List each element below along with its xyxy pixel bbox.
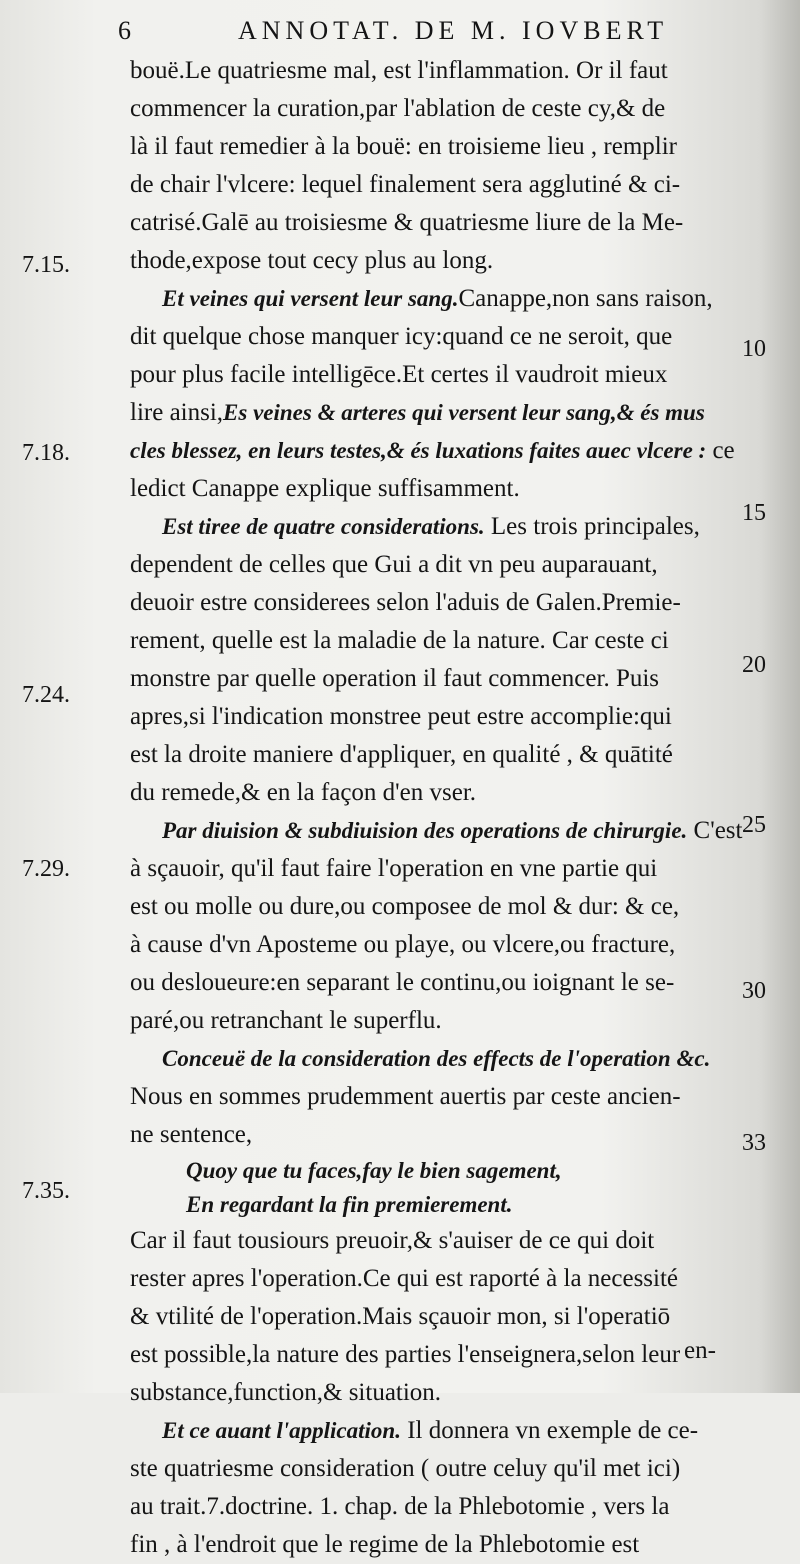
text-line: dit quelque chose manquer icy:quand ce ne seroit, que xyxy=(130,323,673,350)
text-line: de chair l'vlcere: lequel finalement sera agglutiné & ci- xyxy=(130,171,681,198)
text-line xyxy=(130,394,740,432)
text-line: ledict Canappe explique suffisamment. xyxy=(130,475,520,502)
text-line: substance,function,& situation. xyxy=(130,1379,442,1406)
text-line: ne sentence, xyxy=(130,1121,253,1148)
margin-reference: 7.18. xyxy=(22,440,70,466)
text-line xyxy=(130,1040,740,1078)
lemma-italic: Et ce auant l'application. xyxy=(162,1418,401,1443)
text-line: au trait.7.doctrine. 1. chap. de la Phlebotomie , vers la xyxy=(130,1493,670,1520)
lemma-italic: Par diuision & subdiuision des operations de chirurgie. xyxy=(162,818,688,843)
text-line: catrisé.Galē au troisiesme & quatriesme liure de la Me- xyxy=(130,209,684,236)
text-line: ou desloueure:en separant le continu,ou ioignant le se- xyxy=(130,969,675,996)
line-text: C'est xyxy=(687,817,743,844)
line-number: 33 xyxy=(742,1130,766,1156)
lemma-italic: cles blessez, en leurs testes,& és luxations faites auec vlcere : xyxy=(130,438,707,463)
line-text: Les trois principales, xyxy=(484,513,700,540)
lemma-italic: Et veines qui versent leur sang. xyxy=(162,286,459,311)
text-line: deuoir estre considerees selon l'aduis de Galen.Premie- xyxy=(130,589,681,616)
body-text xyxy=(130,52,743,1564)
text-line xyxy=(130,432,740,470)
text-line: Nous en sommes prudemment auertis par ceste ancien- xyxy=(130,1083,681,1110)
verse-line xyxy=(130,1188,740,1222)
text-line: & vtilité de l'operation.Mais sçauoir mon, si l'operatiō xyxy=(130,1303,671,1330)
text-line xyxy=(130,812,743,850)
text-line xyxy=(130,508,740,546)
text-line: là il faut remedier à la bouë: en troisieme lieu , remplir xyxy=(130,133,678,160)
text-line: à cause d'vn Aposteme ou playe, ou vlcere,ou fracture, xyxy=(130,931,676,958)
text-line: est la droite maniere d'appliquer, en qualité , & quātité xyxy=(130,741,673,768)
margin-reference: 7.35. xyxy=(22,1178,70,1204)
text-line xyxy=(130,1412,740,1450)
page-header xyxy=(118,10,738,50)
text-line: est ou molle ou dure,ou composee de mol & dur: & ce, xyxy=(130,893,680,920)
text-line: Car il faut tousiours preuoir,& s'auiser de ce qui doit xyxy=(130,1227,655,1254)
text-line: pour plus facile intelligēce.Et certes il vaudroit mieux xyxy=(130,361,668,388)
verse-text: En regardant la fin premierement. xyxy=(186,1192,513,1217)
text-line: commencer la curation,par l'ablation de ceste cy,& de xyxy=(130,95,666,122)
line-number: 20 xyxy=(742,652,766,678)
text-line: monstre par quelle operation il faut commencer. Puis xyxy=(130,665,660,692)
text-line: paré,ou retranchant le superflu. xyxy=(130,1007,442,1034)
text-line: à sçauoir, qu'il faut faire l'operation en vne partie qui xyxy=(130,855,658,882)
lemma-italic: Es veines & arteres qui versent leur sang,& és mus xyxy=(223,400,705,425)
text-line: est possible,la nature des parties l'enseignera,selon leur xyxy=(130,1341,681,1368)
verse-line xyxy=(130,1154,740,1188)
text-line: bouë.Le quatriesme mal, est l'inflammation. Or il faut xyxy=(130,57,668,84)
margin-reference: 7.15. xyxy=(22,252,70,278)
lemma-italic: Conceuë de la consideration des effects de l'operation &c. xyxy=(162,1046,711,1071)
text-line: du remede,& en la façon d'en vser. xyxy=(130,779,477,806)
lemma-italic: Est tiree de quatre considerations. xyxy=(162,514,485,539)
text-line: apres,si l'indication monstree peut estre accomplie:qui xyxy=(130,703,672,730)
text-line: dependent de celles que Gui a dit vn peu auparauant, xyxy=(130,551,658,578)
text-line xyxy=(130,280,740,318)
margin-reference: 7.24. xyxy=(22,682,70,708)
folio-number: 6 xyxy=(118,16,136,45)
margin-reference: 7.29. xyxy=(22,856,70,882)
text-line: rester apres l'operation.Ce qui est raporté à la necessité xyxy=(130,1265,679,1292)
line-number: 10 xyxy=(742,336,766,362)
text-line: thode,expose tout cecy plus au long. xyxy=(130,247,494,274)
line-text: lire ainsi, xyxy=(130,399,224,426)
line-text: Canappe,non sans raison, xyxy=(458,285,713,312)
text-line: fin , à l'endroit que le regime de la Phlebotomie est xyxy=(130,1531,640,1558)
text-line: ste quatriesme consideration ( outre celuy qu'il met ici) xyxy=(130,1455,681,1482)
line-number: 25 xyxy=(742,812,766,838)
verse-text: Quoy que tu faces,fay le bien sagement, xyxy=(186,1158,562,1183)
line-text: Il donnera vn exemple de ce- xyxy=(400,1417,699,1444)
line-number: 15 xyxy=(742,500,766,526)
catchword: en- xyxy=(684,1337,716,1364)
line-text: ce xyxy=(706,437,735,464)
running-title: ANNOTAT. DE M. IOVBERT xyxy=(238,16,669,45)
line-number: 30 xyxy=(742,978,766,1004)
text-line: rement, quelle est la maladie de la nature. Car ceste ci xyxy=(130,627,669,654)
